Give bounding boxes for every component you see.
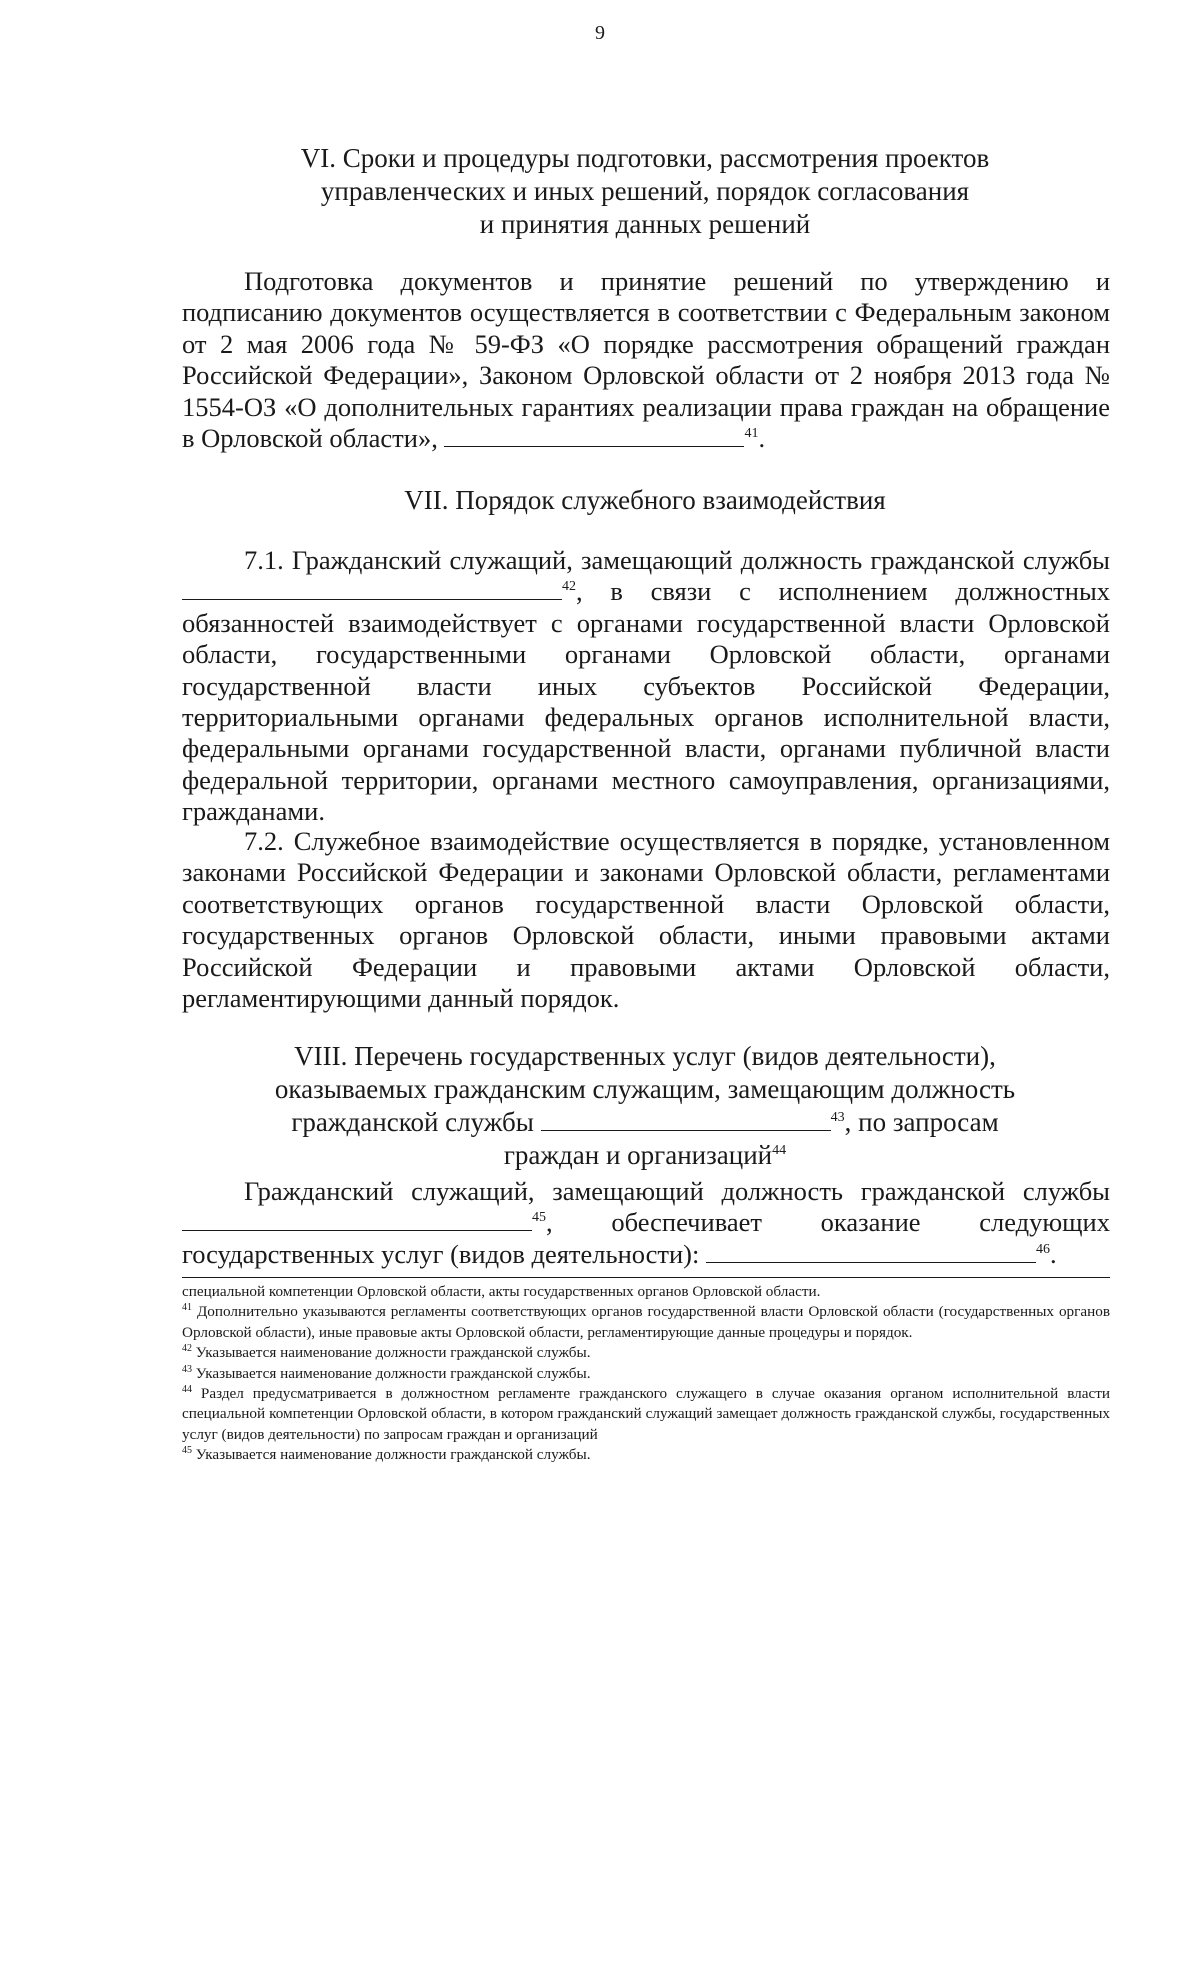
section-7-paragraph-1-text-b: , в связи с исполнением должностных обязанностей взаимодействует с органами государственной власти Орловской области, государственными органами Орловской области, органами государственной власти иных субъектов Российской Федерации, территориальными органами федеральных органов исполнительной власти, федеральными органами государственной власти, органами публичной власти федеральной территории, органами местного самоуправления, организациями, гражданами. [182, 576, 1110, 827]
blank-line [706, 1244, 1036, 1263]
section-6-paragraph: Подготовка документов и принятие решений по утверждению и подписанию документов осуществляется в соответствии с Федеральным законом от 2 мая 2006 года № 59-ФЗ «О порядке рассмотрения обращений граждан Российской Федерации», Законом Орловской области от 2 ноября 2013 года № 1554-ОЗ «О дополнительных гарантиях реализации права граждан на обращение в Орловской области», $^{41}$. [182, 266, 1110, 454]
section-8-heading-line-3 [180, 1106, 1110, 1139]
footnote-42 [182, 1343, 1110, 1363]
footnote-text: Указывается наименование должности гражданской службы. [195, 1364, 591, 1382]
section-6-heading-line-1: VI. Сроки и процедуры подготовки, рассмотрения проектов [300, 143, 990, 173]
footnote-43 [182, 1364, 1110, 1384]
blank-line [541, 1112, 831, 1131]
section-8-paragraph-text-a: Гражданский служащий, замещающий должность гражданской службы [244, 1176, 1110, 1206]
page-number: 9 [595, 22, 605, 44]
section-8-heading-text-c: граждан и организаций [503, 1140, 773, 1170]
section-8-heading-text-a: гражданской службы [291, 1107, 534, 1137]
footnote-text: Дополнительно указываются регламенты соответствующих органов государственной власти Орловской области (государственных органов Орловской области), иные правовые акты Орловской области, регламентирующие данные процедуры и порядок. [182, 1303, 1110, 1341]
footnote-41 [182, 1302, 1110, 1343]
footnote-ref: 42 [562, 579, 576, 595]
section-6-heading-line-3: и принятия данных решений [479, 209, 811, 239]
footnote-44 [182, 1384, 1110, 1445]
blank-line [444, 428, 744, 447]
footnote-separator [182, 1277, 1110, 1278]
footnote-text: Указывается наименование должности гражданской службы. [195, 1344, 591, 1362]
footnote-number: 43 [182, 1363, 192, 1375]
section-7-paragraph-1 [182, 545, 1110, 828]
section-8-heading-text-b: , по запросам [844, 1107, 999, 1137]
footnote-number: 42 [182, 1343, 192, 1355]
footnote-text: Раздел предусматривается в должностном регламенте гражданского служащего в случае оказания органом исполнительной власти специальной компетенции Орловской области, в котором гражданский служащий замещает должность гражданской службы, государственных услуг (видов деятельности) по запросам граждан и организаций [182, 1385, 1110, 1443]
section-8-heading [180, 1040, 1110, 1172]
footnote-ref: 44 [772, 1143, 787, 1158]
footnote-text: Указывается наименование должности гражданской службы. [195, 1446, 591, 1464]
footnote-45 [182, 1445, 1110, 1465]
blank-line [182, 1212, 532, 1231]
section-6-heading-line-2: управленческих и иных решений, порядок согласования [320, 176, 970, 206]
section-7-paragraph-2: 7.2. Служебное взаимодействие осуществляется в порядке, установленном законами Российской Федерации и законами Орловской области, регламентами соответствующих органов государственной власти Орловской области, государственных органов Орловской области, иными правовыми актами Российской Федерации и правовыми актами Орловской области, регламентирующими данный порядок. [182, 826, 1110, 1014]
section-7-paragraph-1-text-a: 7.1. Гражданский служащий, замещающий должность гражданской службы [244, 545, 1110, 575]
footnote-number: 41 [182, 1302, 192, 1314]
section-7-heading: VII. Порядок служебного взаимодействия [404, 485, 886, 515]
footnote-ref: 43 [830, 1110, 845, 1125]
section-6-heading [180, 142, 1110, 241]
footnote-ref: 45 [532, 1210, 546, 1226]
footnote-continuation: специальной компетенции Орловской области, акты государственных органов Орловской области. [182, 1283, 821, 1300]
footnote-number: 45 [182, 1445, 192, 1457]
section-6-paragraph-text: Подготовка документов и принятие решений по утверждению и подписанию документов осуществляется в соответствии с Федеральным законом от 2 мая 2006 года № 59-ФЗ «О порядке рассмотрения обращений граждан Российской Федерации», Законом Орловской области от 2 ноября 2013 года № 1554-ОЗ «О дополнительных гарантиях реализации права граждан на обращение в Орловской области», [182, 266, 1110, 454]
footnote-number: 44 [182, 1383, 192, 1395]
footnote-ref: 41 [744, 426, 759, 442]
section-8-heading-line-2: оказываемых гражданским служащим, замещающим должность [274, 1074, 1016, 1104]
blank-line [182, 581, 562, 600]
footnote-ref: 46 [1036, 1241, 1050, 1257]
footnotes [182, 1282, 1110, 1466]
section-8-paragraph: Гражданский служащий, замещающий должность гражданской службы $^{45}$, обеспечивает оказание следующих государственных услуг (видов деятельности): $^{46}$. [182, 1176, 1110, 1269]
section-8-heading-line-4 [180, 1139, 1110, 1172]
section-8-paragraph-text-b: , обеспечивает оказание следующих государственных услуг (видов деятельности): [182, 1207, 1110, 1269]
section-8-heading-line-1: VIII. Перечень государственных услуг (видов деятельности), [294, 1041, 996, 1071]
